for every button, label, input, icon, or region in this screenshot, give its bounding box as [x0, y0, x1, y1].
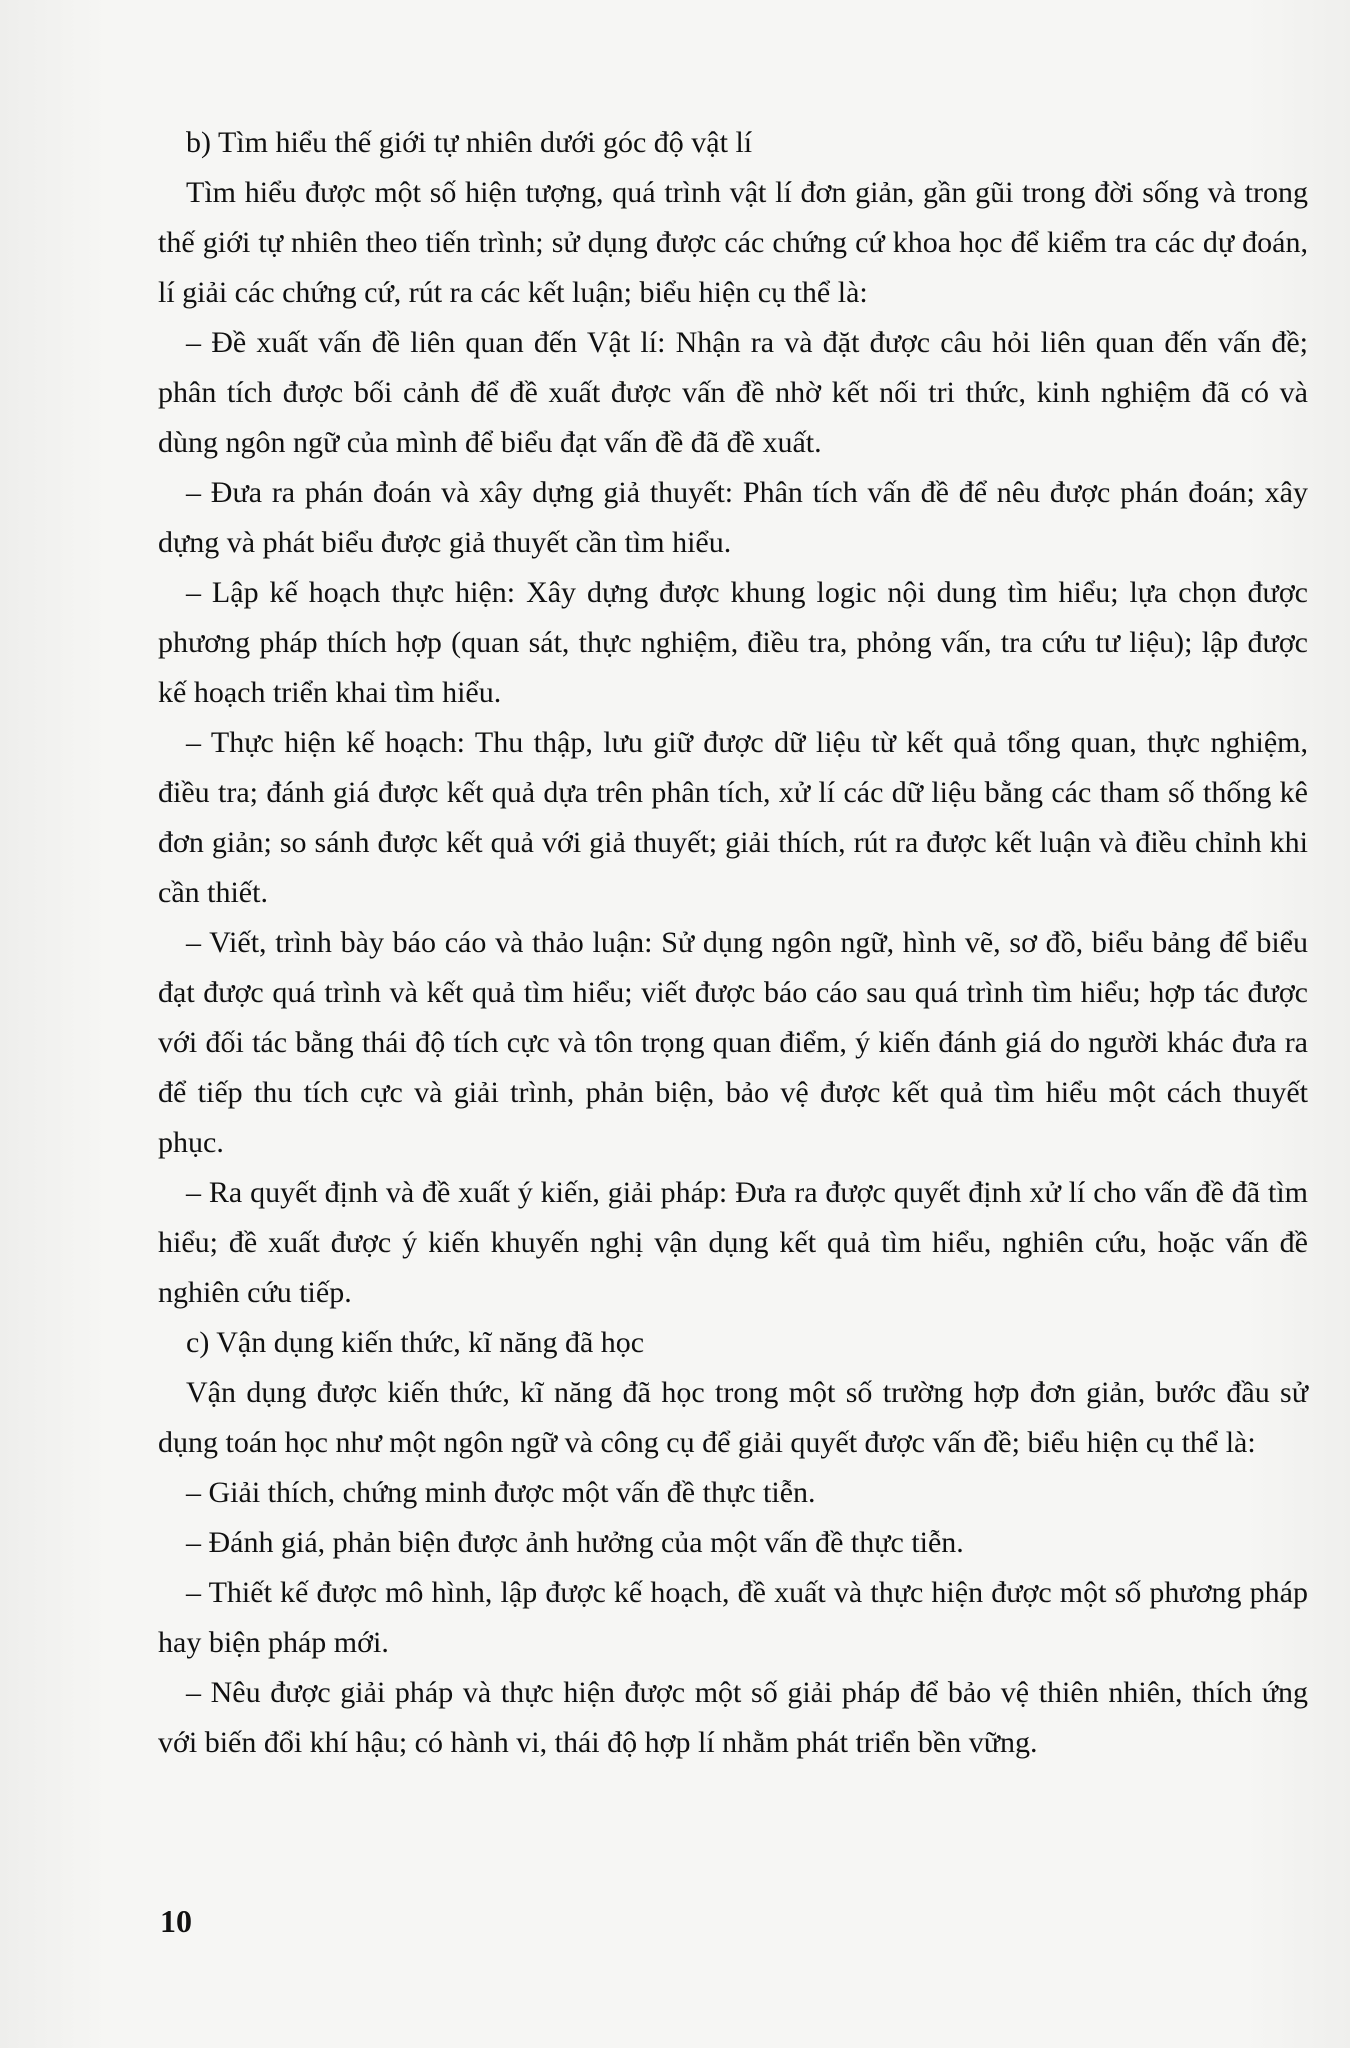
page-body	[158, 118, 1308, 1768]
section-c-item-explain: – Giải thích, chứng minh được một vấn đề thực tiễn.	[186, 1476, 816, 1509]
section-b-item-hypothesis: – Đưa ra phán đoán và xây dựng giả thuyết: Phân tích vấn đề để nêu được phán đoán; xây dựng và phát biểu được giả thuyết cần tìm hiểu.	[158, 476, 1308, 559]
section-b-heading: b) Tìm hiểu thế giới tự nhiên dưới góc độ vật lí	[186, 126, 753, 159]
section-b-item-report-discuss: – Viết, trình bày báo cáo và thảo luận: Sử dụng ngôn ngữ, hình vẽ, sơ đồ, biểu bảng để biểu đạt được quá trình và kết quả tìm hiểu; viết được báo cáo sau quá trình tìm hiểu; hợp tác được với đối tác bằng thái độ tích cực và tôn trọng quan điểm, ý kiến đánh giá do người khác đưa ra để tiếp thu tích cực và giải trình, phản biện, bảo vệ được kết quả tìm hiểu một cách thuyết phục.	[158, 926, 1308, 1159]
section-b-item-propose-problem: – Đề xuất vấn đề liên quan đến Vật lí: Nhận ra và đặt được câu hỏi liên quan đến vấn đề; phân tích được bối cảnh để đề xuất được vấn đề nhờ kết nối tri thức, kinh nghiệm đã có và dùng ngôn ngữ của mình để biểu đạt vấn đề đã đề xuất.	[158, 326, 1308, 459]
section-c-item-design: – Thiết kế được mô hình, lập được kế hoạch, đề xuất và thực hiện được một số phương pháp hay biện pháp mới.	[158, 1576, 1308, 1659]
page-number: 10	[160, 1903, 192, 1939]
section-c-item-evaluate: – Đánh giá, phản biện được ảnh hưởng của một vấn đề thực tiễn.	[186, 1526, 964, 1559]
section-b-item-execute-plan: – Thực hiện kế hoạch: Thu thập, lưu giữ được dữ liệu từ kết quả tổng quan, thực nghiệm, điều tra; đánh giá được kết quả dựa trên phân tích, xử lí các dữ liệu bằng các tham số thống kê đơn giản; so sánh được kết quả với giả thuyết; giải thích, rút ra được kết luận và điều chỉnh khi cần thiết.	[158, 726, 1308, 909]
section-c-heading: c) Vận dụng kiến thức, kĩ năng đã học	[186, 1326, 645, 1359]
section-b-item-plan: – Lập kế hoạch thực hiện: Xây dựng được khung logic nội dung tìm hiểu; lựa chọn được phương pháp thích hợp (quan sát, thực nghiệm, điều tra, phỏng vấn, tra cứu tư liệu); lập được kế hoạch triển khai tìm hiểu.	[158, 576, 1308, 709]
section-c-item-solutions: – Nêu được giải pháp và thực hiện được một số giải pháp để bảo vệ thiên nhiên, thích ứng với biến đổi khí hậu; có hành vi, thái độ hợp lí nhằm phát triển bền vững.	[158, 1676, 1308, 1759]
section-b-item-decide-propose: – Ra quyết định và đề xuất ý kiến, giải pháp: Đưa ra được quyết định xử lí cho vấn đề đã tìm hiểu; đề xuất được ý kiến khuyến nghị vận dụng kết quả tìm hiểu, nghiên cứu, hoặc vấn đề nghiên cứu tiếp.	[158, 1176, 1308, 1309]
section-c-intro-paragraph: Vận dụng được kiến thức, kĩ năng đã học trong một số trường hợp đơn giản, bước đầu sử dụng toán học như một ngôn ngữ và công cụ để giải quyết được vấn đề; biểu hiện cụ thể là:	[158, 1376, 1308, 1459]
section-b-intro-paragraph: Tìm hiểu được một số hiện tượng, quá trình vật lí đơn giản, gần gũi trong đời sống và trong thế giới tự nhiên theo tiến trình; sử dụng được các chứng cứ khoa học để kiểm tra các dự đoán, lí giải các chứng cứ, rút ra các kết luận; biểu hiện cụ thể là:	[158, 176, 1308, 309]
